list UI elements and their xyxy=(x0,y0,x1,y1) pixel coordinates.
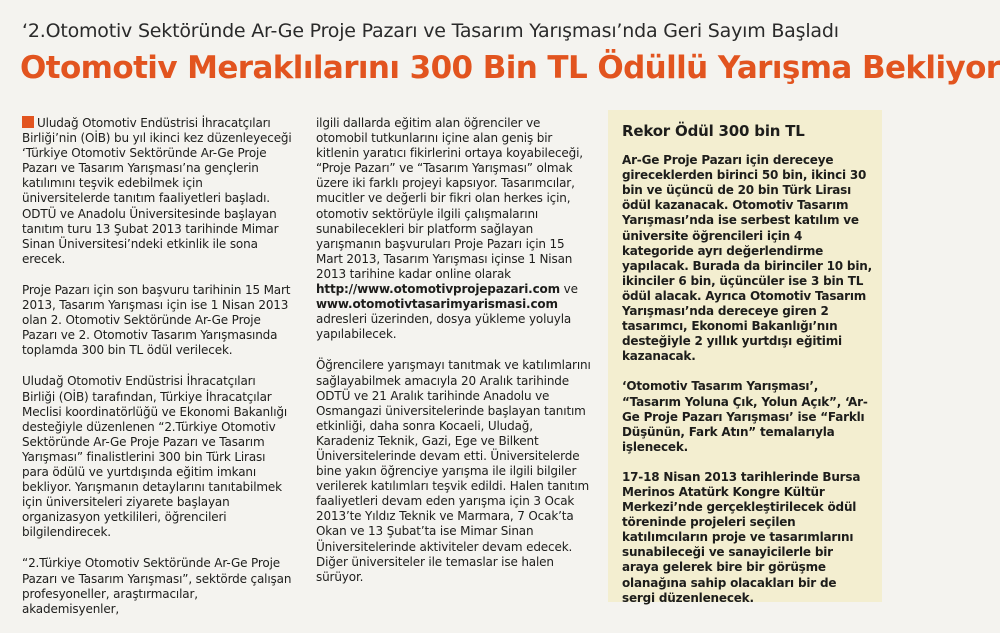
paragraph: “2.Türkiye Otomotiv Sektöründe Ar-Ge Proje Pazarı ve Tasarım Yarışması”, sektörde çalışan profesyoneller, araştırmacılar, akademisyenler, xyxy=(22,556,292,616)
sidebar-box xyxy=(608,110,882,605)
url-proje-pazari[interactable]: http://www.otomotivprojepazari.com xyxy=(316,282,560,297)
body-column-2 xyxy=(316,116,592,601)
sidebar-paragraph: 17-18 Nisan 2013 tarihlerinde Bursa Merinos Atatürk Kongre Kültür Merkezi’nde gerçekleştirilecek ödül töreninde projeleri seçilen katılımcıların proje ve tasarımlarını sunabileceği ve sanayicilerle bir araya gelerek bire bir görüşme olanağına sahip olacakları bir de sergi düzenlenecek. xyxy=(622,469,861,605)
sidebar-paragraph: Ar-Ge Proje Pazarı için dereceye gireceklerden birinci 50 bin, ikinci 30 bin ve üçüncü de 20 bin Türk Lirası ödül kazanacak. Otomotiv Tasarım Yarışması’nda ise serbest katılım ve üniversite öğrencileri için 4 kategoride ayrı değerlendirme yapılacak. Burada da birinciler 10 bin, ikinciler 6 bin, üçüncüler ise 3 bin TL ödül alacak. Ayrıca Otomotiv Tasarım Yarışması’nda dereceye giren 2 tasarımcı, Ekonomi Bakanlığı’nın desteğiyle 2 yıllık yurtdışı eğitimi kazanacak. xyxy=(622,153,872,364)
sidebar-paragraph: ‘Otomotiv Tasarım Yarışması’, “Tasarım Yoluna Çık, Yolun Açık”, ‘Ar-Ge Proje Pazarı Yarışması’ ise “Farklı Düşünün, Fark Atın” temalarıyla işlenecek. xyxy=(622,379,868,454)
paragraph xyxy=(22,116,292,267)
article-kicker: ‘2.Otomotiv Sektöründe Ar-Ge Proje Pazarı ve Tasarım Yarışması’nda Geri Sayım Başladı xyxy=(22,20,839,42)
paragraph-text: Uludağ Otomotiv Endüstrisi İhracatçıları Birliği’nin (OİB) bu yıl ikinci kez düzenleyeceği ‘Türkiye Otomotiv Sektöründe Ar-Ge Proje Pazarı ve Tasarım Yarışması’na gençlerin katılımını teşvik edebilmek için üniversitelerde tanıtım faaliyetleri başladı. ODTÜ ve Anadolu Üniversitesinde başlayan tanıtım turu 13 Şubat 2013 tarihinde Mimar Sinan Üniversitesi’ndeki etkinlik ile sona erecek. xyxy=(22,116,292,266)
drop-square-icon xyxy=(22,116,34,128)
paragraph: Öğrencilere yarışmayı tanıtmak ve katılımlarını sağlayabilmek amacıyla 20 Aralık tarihinde ODTÜ ve 21 Aralık tarihinde Anadolu ve Osmangazi üniversitelerinde başlayan tanıtım etkinliği, daha sonra Kocaeli, Uludağ, Karadeniz Teknik, Gazi, Ege ve Bilkent Üniversitelerinde devam etti. Üniversitelerde bine yakın öğrenciye yarışma ile ilgili bilgiler verilerek katılımları teşvik edildi. Halen tanıtım faaliyetleri devam eden yarışma için 3 Ocak 2013’te Yıldız Teknik ve Marmara, 7 Ocak’ta Okan ve 13 Şubat’ta ise Mimar Sinan Üniversitelerinde aktiviteler devam edecek. Diğer üniversiteler ile temaslar ise halen sürüyor. xyxy=(316,358,591,584)
conjunction-text: ve xyxy=(563,282,578,297)
paragraph: Uludağ Otomotiv Endüstrisi İhracatçıları Birliği (OİB) tarafından, Türkiye İhracatçılar Meclisi koordinatörlüğü ve Ekonomi Bakanlığı desteğiyle düzenlenen “2.Türkiye Otomotiv Sektöründe Ar-Ge Proje Pazarı ve Tasarım Yarışması” finalistlerini 300 bin Türk Lirası para ödülü ve yurtdışında eğitim imkanı bekliyor. Yarışmanın detaylarını tanıtabilmek için üniversiteleri ziyarete başlayan organizasyon yetkilileri, öğrencileri bilgilendirecek. xyxy=(22,374,288,540)
paragraph-text: adresleri üzerinden, dosya yükleme yoluyla yapılabilecek. xyxy=(316,312,572,342)
article-headline: Otomotiv Meraklılarını 300 Bin TL Ödüllü Yarışma Bekliyor xyxy=(20,50,1000,86)
body-column-1 xyxy=(22,116,292,633)
paragraph-text: ilgili dallarda eğitim alan öğrenciler ve otomobil tutkunlarını içine alan geniş bir kitlenin yaratıcı fikirlerini ortaya koyabileceği, “Proje Pazarı” ve “Tasarım Yarışması” olmak üzere iki farklı projeyi kapsıyor. Tasarımcılar, mucitler ve değerli bir fikri olan herkes için, otomotiv sektörüyle ilgili çalışmalarını sunabilecekleri bir platform sağlayan yarışmanın başvuruları Proje Pazarı için 15 Mart 2013, Tasarım Yarışması içinse 1 Nisan 2013 tarihine kadar online olarak xyxy=(316,116,583,281)
url-tasarim-yarismasi[interactable]: www.otomotivtasarimyarismasi.com xyxy=(316,297,558,312)
paragraph: Proje Pazarı için son başvuru tarihinin 15 Mart 2013, Tasarım Yarışması için ise 1 Nisan 2013 olan 2. Otomotiv Sektöründe Ar-Ge Proje Pazarı ve 2. Otomotiv Tasarım Yarışmasında toplamda 300 bin TL ödül verilecek. xyxy=(22,282,291,358)
sidebar-title: Rekor Ödül 300 bin TL xyxy=(622,122,805,140)
paragraph xyxy=(316,116,592,342)
